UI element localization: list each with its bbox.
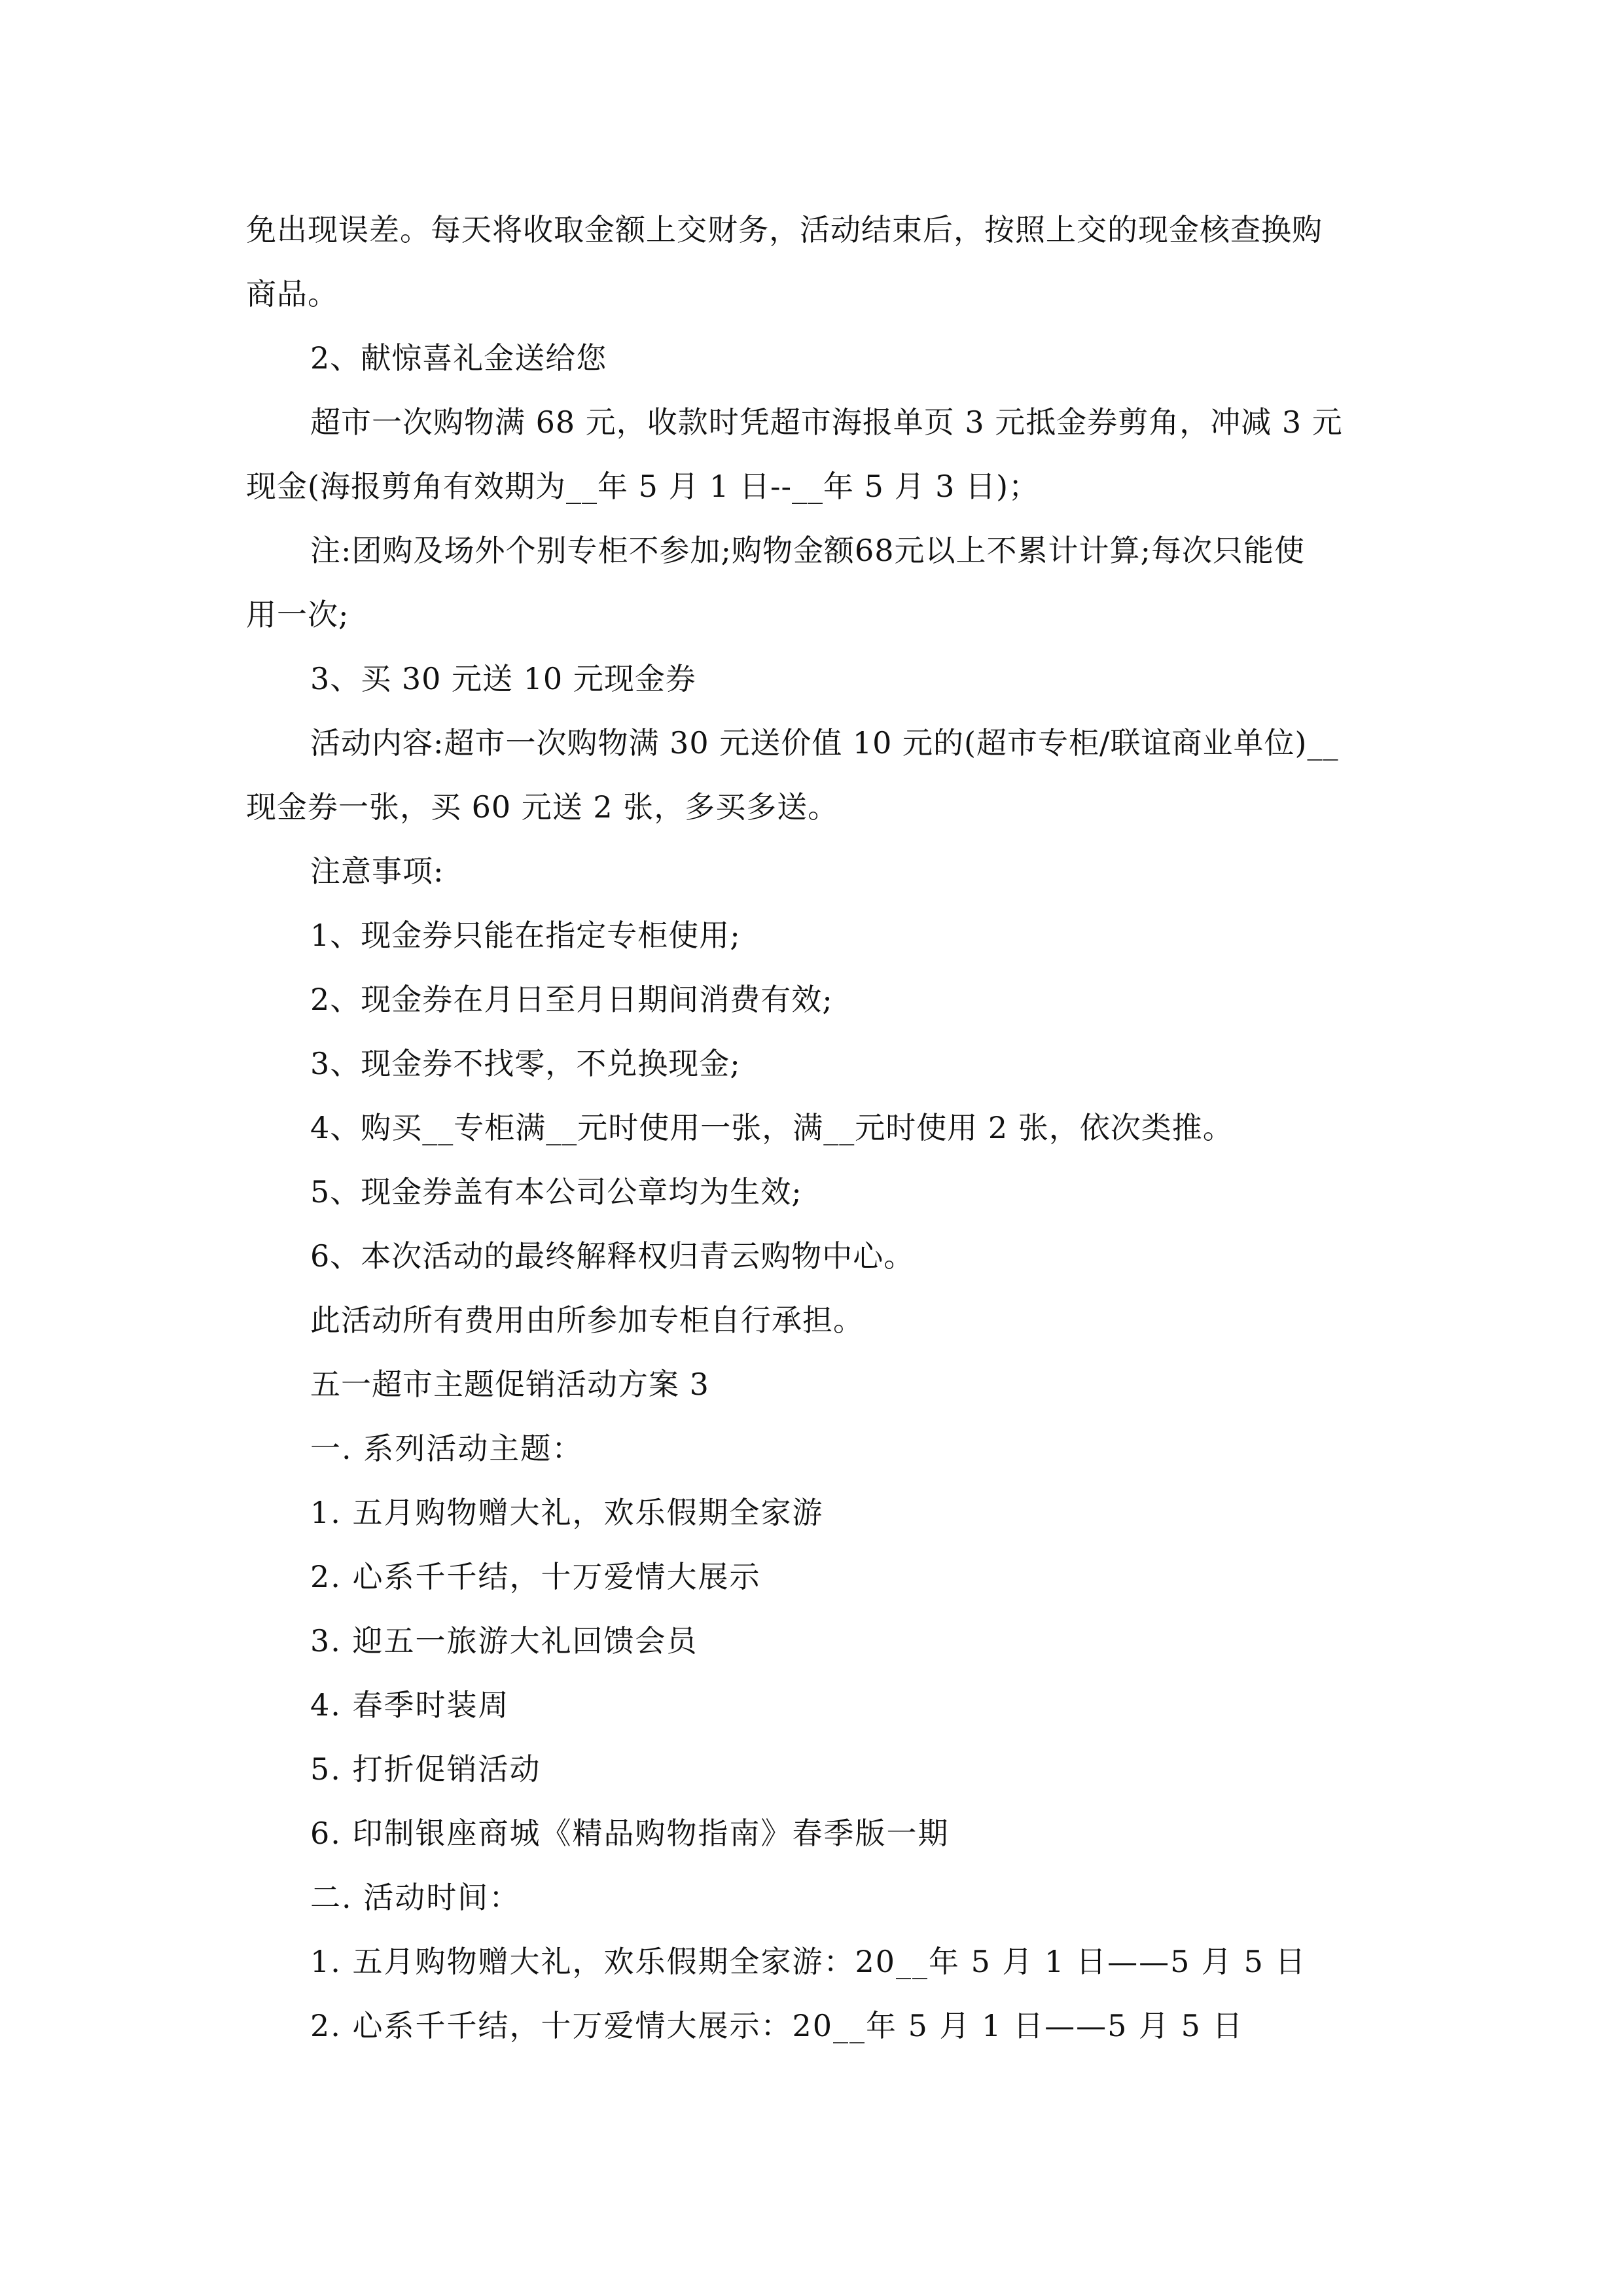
activity-content-line-1: 活动内容:超市一次购物满 30 元送价值 10 元的(超市专柜/联谊商业单位)__ xyxy=(310,725,1339,761)
notes-item-6: 6、本次活动的最终解释权归青云购物中心。 xyxy=(310,1238,915,1274)
time-item-1: 1. 五月购物赠大礼，欢乐假期全家游：20__年 5 月 1 日——5 月 5 日 xyxy=(310,1944,1307,1979)
notes-item-5: 5、现金券盖有本公司公章均为生效; xyxy=(310,1174,802,1210)
cost-note: 此活动所有费用由所参加专柜自行承担。 xyxy=(310,1302,864,1338)
theme-item-1: 1. 五月购物赠大礼，欢乐假期全家游 xyxy=(310,1495,824,1530)
activity-content-line-2: 现金券一张，买 60 元送 2 张，多买多送。 xyxy=(246,789,839,825)
plan-3-title: 五一超市主题促销活动方案 3 xyxy=(310,1367,709,1402)
section-heading-3: 3、买 30 元送 10 元现金券 xyxy=(310,661,696,696)
text-line-5: 现金(海报剪角有效期为__年 5 月 1 日--__年 5 月 3 日)； xyxy=(246,469,1040,504)
time-item-2: 2. 心系千千结，十万爱情大展示：20__年 5 月 1 日——5 月 5 日 xyxy=(310,2008,1244,2043)
notes-item-4: 4、购买__专柜满__元时使用一张，满__元时使用 2 张，依次类推。 xyxy=(310,1110,1234,1145)
note-line-1: 注:团购及场外个别专柜不参加;购物金额68元以上不累计计算;每次只能使 xyxy=(310,533,1306,568)
notes-heading: 注意事项: xyxy=(310,853,444,889)
theme-item-3: 3. 迎五一旅游大礼回馈会员 xyxy=(310,1623,698,1659)
time-section-heading: 二. 活动时间： xyxy=(310,1880,521,1915)
text-line-2: 商品。 xyxy=(246,276,338,312)
theme-item-4: 4. 春季时装周 xyxy=(310,1687,510,1723)
theme-item-5: 5. 打折促销活动 xyxy=(310,1751,541,1787)
text-line-1: 免出现误差。每天将收取金额上交财务，活动结束后，按照上交的现金核查换购 xyxy=(246,212,1323,247)
theme-section-heading: 一. 系列活动主题： xyxy=(310,1431,584,1466)
notes-item-3: 3、现金券不找零，不兑换现金; xyxy=(310,1046,741,1081)
notes-item-1: 1、现金券只能在指定专柜使用; xyxy=(310,918,741,953)
text-line-4: 超市一次购物满 68 元，收款时凭超市海报单页 3 元抵金券剪角，冲减 3 元 xyxy=(310,404,1343,440)
theme-item-2: 2. 心系千千结，十万爱情大展示 xyxy=(310,1559,761,1594)
section-heading-2: 2、献惊喜礼金送给您 xyxy=(310,340,607,376)
note-line-2: 用一次; xyxy=(246,597,349,632)
theme-item-6: 6. 印制银座商城《精品购物指南》春季版一期 xyxy=(310,1816,950,1851)
notes-item-2: 2、现金券在月日至月日期间消费有效; xyxy=(310,982,833,1017)
